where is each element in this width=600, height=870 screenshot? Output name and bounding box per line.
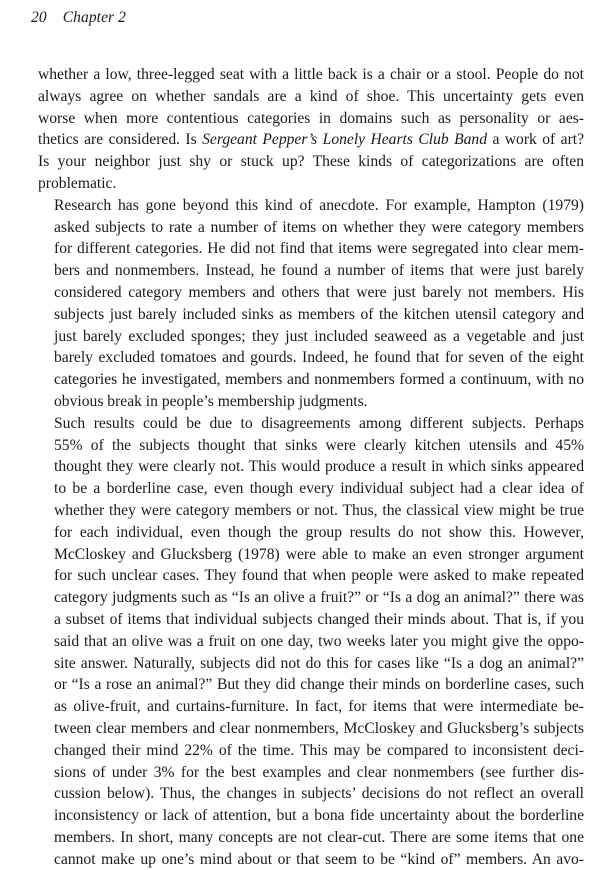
text-line: cannot make up one’s mind about or that seem to be “kind of” members. An avo- [54,850,584,868]
text-line: Is your neighbor just shy or stuck up? These kinds of categorizations are often [38,153,584,171]
text-line: for each individual, even though the group results do not show this. However, [54,523,584,541]
text-line: McCloskey and Glucksberg (1978) were able to make an even stronger argument [54,545,584,563]
italic-title: Sergeant Pepper’s Lonely Hearts Club Band [202,131,488,149]
text-line: considered category members and others that were just barely not members. His [54,283,584,301]
page-number: 20 [31,9,47,26]
text-line: bers and nonmembers. Instead, he found a number of items that were just barely [54,262,584,280]
body-text [38,64,584,870]
paragraph [38,195,584,413]
text-line: asked subjects to rate a number of items on whether they were category members [54,218,584,236]
text-line: 55% of the subjects thought that sinks were clearly kitchen utensils and 45% [54,436,584,454]
text-line: thetics are considered. Is Sergeant Pepper’s Lonely Hearts Club Band a work of art? [38,131,584,149]
text-line: obvious break in people’s membership judgments. [54,392,368,410]
text-line: for such unclear cases. They found that when people were asked to make repeated [54,567,584,585]
text-line: whether they were category members or not. Thus, the classical view might be true [54,501,584,519]
text-line: whether a low, three-legged seat with a little back is a chair or a stool. People do not [38,66,584,83]
text-line: members. In short, many concepts are not clear-cut. There are some items that one [54,828,584,846]
text-line: Such results could be due to disagreements among different subjects. Perhaps [54,414,584,432]
text-line: just barely excluded sponges; they just included seaweed as a vegetable and just [54,327,584,345]
text-line: subjects just barely included sinks as members of the kitchen utensil category and [54,305,584,323]
text-line: problematic. [38,174,117,192]
text-line: thought they were clearly not. This would produce a result in which sinks appeared [54,458,584,476]
text-line: category judgments such as “Is an olive a fruit?” or “Is a dog an animal?” there was [54,589,584,607]
text-line: inconsistency or lack of attention, but a bona fide uncertainty about the borderline [54,807,584,825]
text-line: site answer. Naturally, subjects did not do this for cases like “Is a dog an animal?” [54,654,584,672]
running-head [31,9,126,27]
chapter-label: Chapter 2 [62,9,127,26]
text-line: categories he investigated, members and nonmembers formed a continuum, with no [54,371,584,389]
text-line: sions of under 3% for the best examples and clear nonmembers (see further dis- [54,763,584,781]
text-line: worse when more contentious categories in domains such as personality or aes- [38,109,584,127]
text-line: cussion below). Thus, the changes in subjects’ decisions do not reflect an overall [54,785,584,803]
text-line: always agree on whether sandals are a kind of shoe. This uncertainty gets even [38,87,584,105]
text-line: changed their mind 22% of the time. This may be compared to inconsistent deci- [54,741,584,759]
paragraph [38,413,584,870]
text-line: to be a borderline case, even though every individual subject had a clear idea of [54,480,584,498]
text-line: as olive-fruit, and curtains-furniture. In fact, for items that were intermediate be- [54,698,584,716]
text-line: or “Is a rose an animal?” But they did change their minds on borderline cases, such [54,676,584,694]
text-line: a subset of items that individual subjects changed their minds about. That is, if you [54,610,584,628]
text-line: Research has gone beyond this kind of anecdote. For example, Hampton (1979) [54,196,584,214]
text-line: tween clear members and clear nonmembers, McCloskey and Glucksberg’s subjects [54,719,584,737]
text-line: for different categories. He did not find that items were segregated into clear mem- [54,240,584,258]
text-line: barely excluded tomatoes and gourds. Indeed, he found that for seven of the eight [54,349,584,367]
text-line: said that an olive was a fruit on one day, two weeks later you might give the oppo- [54,632,584,650]
paragraph [38,64,584,195]
